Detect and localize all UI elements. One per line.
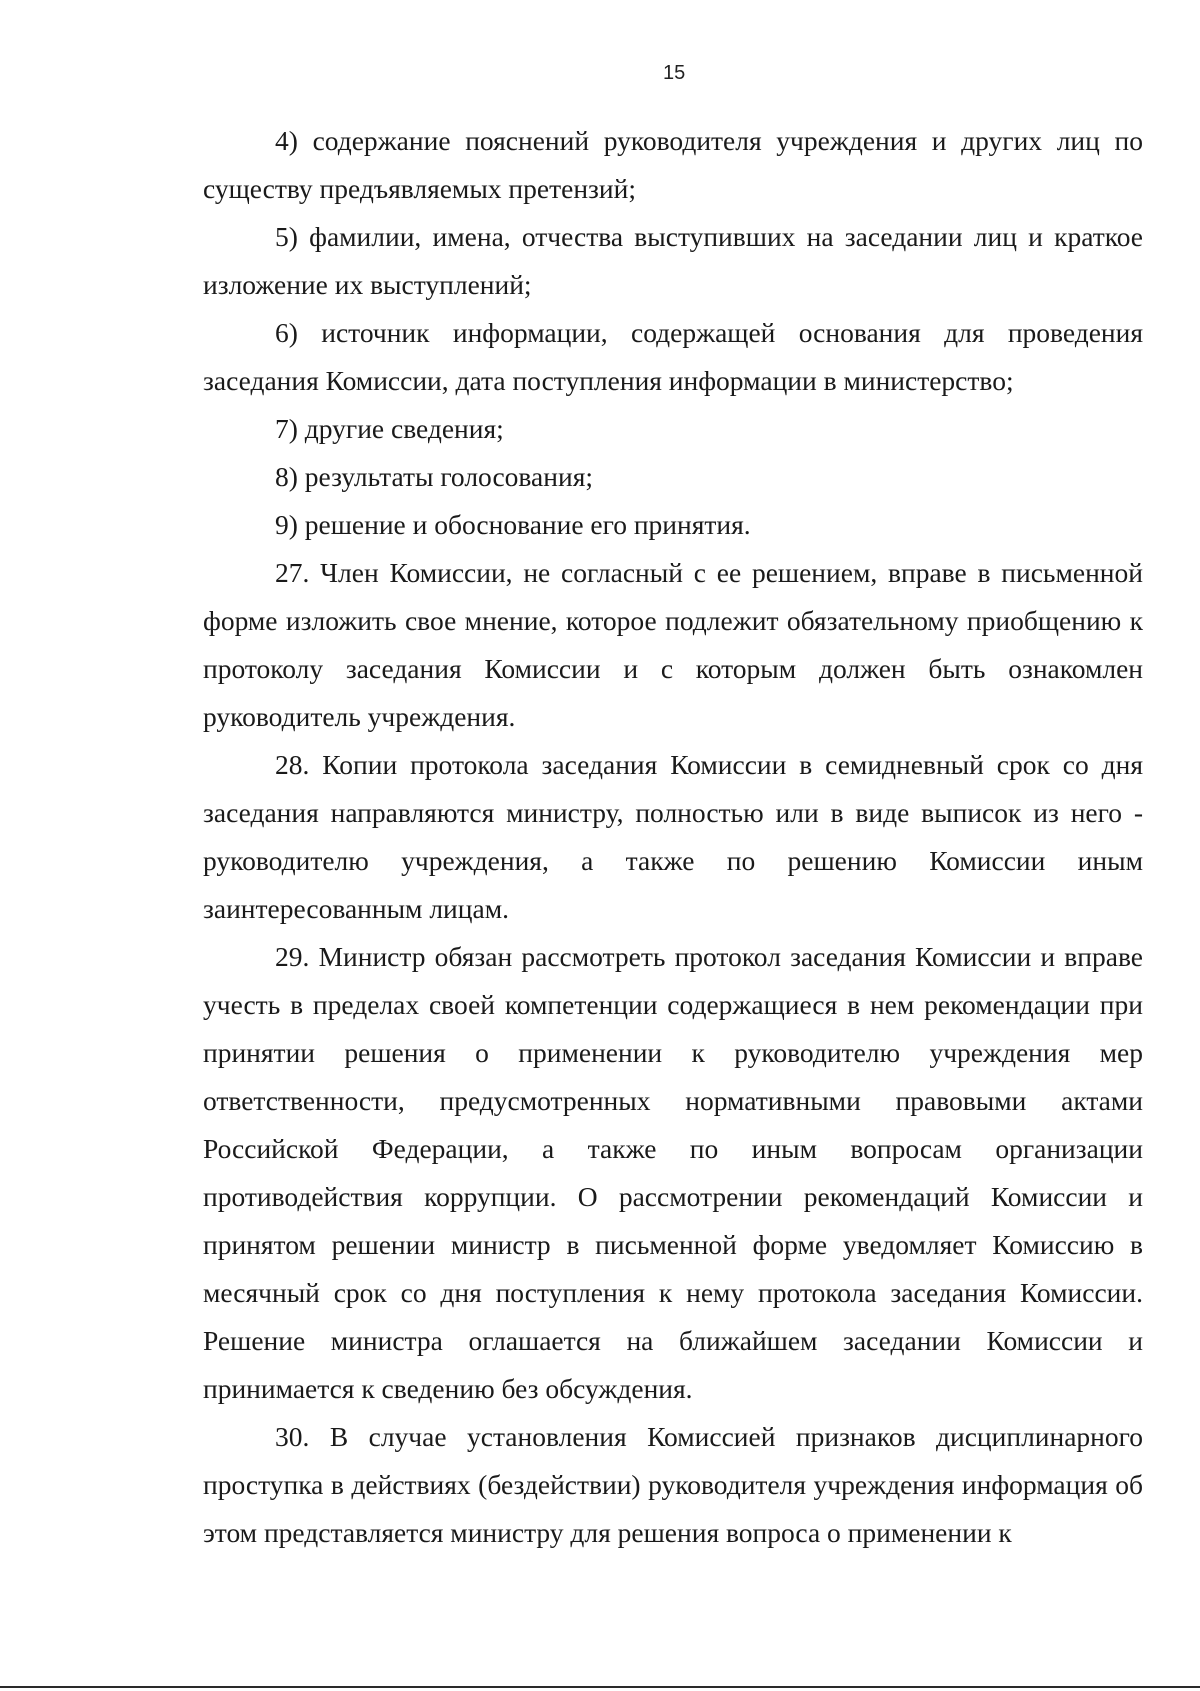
page-bottom-rule: [0, 1686, 1200, 1688]
paragraph-section-27: 27. Член Комиссии, не согласный с ее решением, вправе в письменной форме изложить свое мнение, которое подлежит обязательному приобщению к протоколу заседания Комиссии и с которым должен быть ознакомлен руководитель учреждения.: [203, 557, 1143, 732]
document-body: [203, 117, 1143, 1557]
paragraph-section-28: 28. Копии протокола заседания Комиссии в семидневный срок со дня заседания направляются министру, полностью или в виде выписок из него - руководителю учреждения, а также по решению Комиссии иным заинтересованным лицам.: [203, 749, 1143, 924]
paragraph-item-8: 8) результаты голосования;: [275, 461, 593, 492]
paragraph-item-4: 4) содержание пояснений руководителя учреждения и других лиц по существу предъявляемых претензий;: [203, 125, 1143, 204]
paragraph-item-9: 9) решение и обоснование его принятия.: [275, 509, 751, 540]
paragraph-item-7: 7) другие сведения;: [275, 413, 504, 444]
paragraph-item-6: 6) источник информации, содержащей основания для проведения заседания Комиссии, дата поступления информации в министерство;: [203, 317, 1143, 396]
paragraph-section-29: 29. Министр обязан рассмотреть протокол заседания Комиссии и вправе учесть в пределах своей компетенции содержащиеся в нем рекомендации при принятии решения о применении к руководителю учреждения мер ответственности, предусмотренных нормативными правовыми актами Российской Федерации, а также по иным вопросам организации противодействия коррупции. О рассмотрении рекомендаций Комиссии и принятом решении министр в письменной форме уведомляет Комиссию в месячный срок со дня поступления к нему протокола заседания Комиссии. Решение министра оглашается на ближайшем заседании Комиссии и принимается к сведению без обсуждения.: [203, 941, 1143, 1404]
paragraph-item-5: 5) фамилии, имена, отчества выступивших на заседании лиц и краткое изложение их выступлений;: [203, 221, 1143, 300]
paragraph-section-30: 30. В случае установления Комиссией признаков дисциплинарного проступка в действиях (бездействии) руководителя учреждения информация об этом представляется министру для решения вопроса о применении к: [203, 1421, 1143, 1548]
document-page: 15 4) содержание пояснений руководителя учреждения и других лиц по существу предъявляемых претензий; 5) фамилии, имена, отчества выступивших на заседании лиц и краткое изложение их выступлений; 6) источник информации, содержащей основания для проведения заседания Комиссии, дата поступления информации в министерство; 7) другие сведения; 8) результаты голосования; 9) решение и обоснование его принятия. 27. Член Комиссии, не согласный с ее решением, вправе в письменной форме изложить свое мнение, которое подлежит обязательному приобщению к протоколу заседания Комиссии и с которым должен быть ознакомлен руководитель учреждения. 28. Копии протокола заседания Комиссии в семидневный срок со дня заседания направляются министру, полностью или в виде выписок из него - руководителю учреждения, а также по решению Комиссии иным заинтересованным лицам. 29. Министр обязан рассмотреть протокол заседания Комиссии и вправе учесть в пределах своей компетенции содержащиеся в нем рекомендации при принятии решения о применении к руководителю учреждения мер ответственности, предусмотренных нормативными правовыми актами Российской Федерации, а также по иным вопросам организации противодействия коррупции. О рассмотрении рекомендаций Комиссии и принятом решении министр в письменной форме уведомляет Комиссию в месячный срок со дня поступления к нему протокола заседания Комиссии. Решение министра оглашается на ближайшем заседании Комиссии и принимается к сведению без обсуждения. 30. В случае установления Комиссией признаков дисциплинарного проступка в действиях (бездействии) руководителя учреждения информация об этом представляется министру для решения вопроса о применении к: [0, 0, 1200, 1691]
